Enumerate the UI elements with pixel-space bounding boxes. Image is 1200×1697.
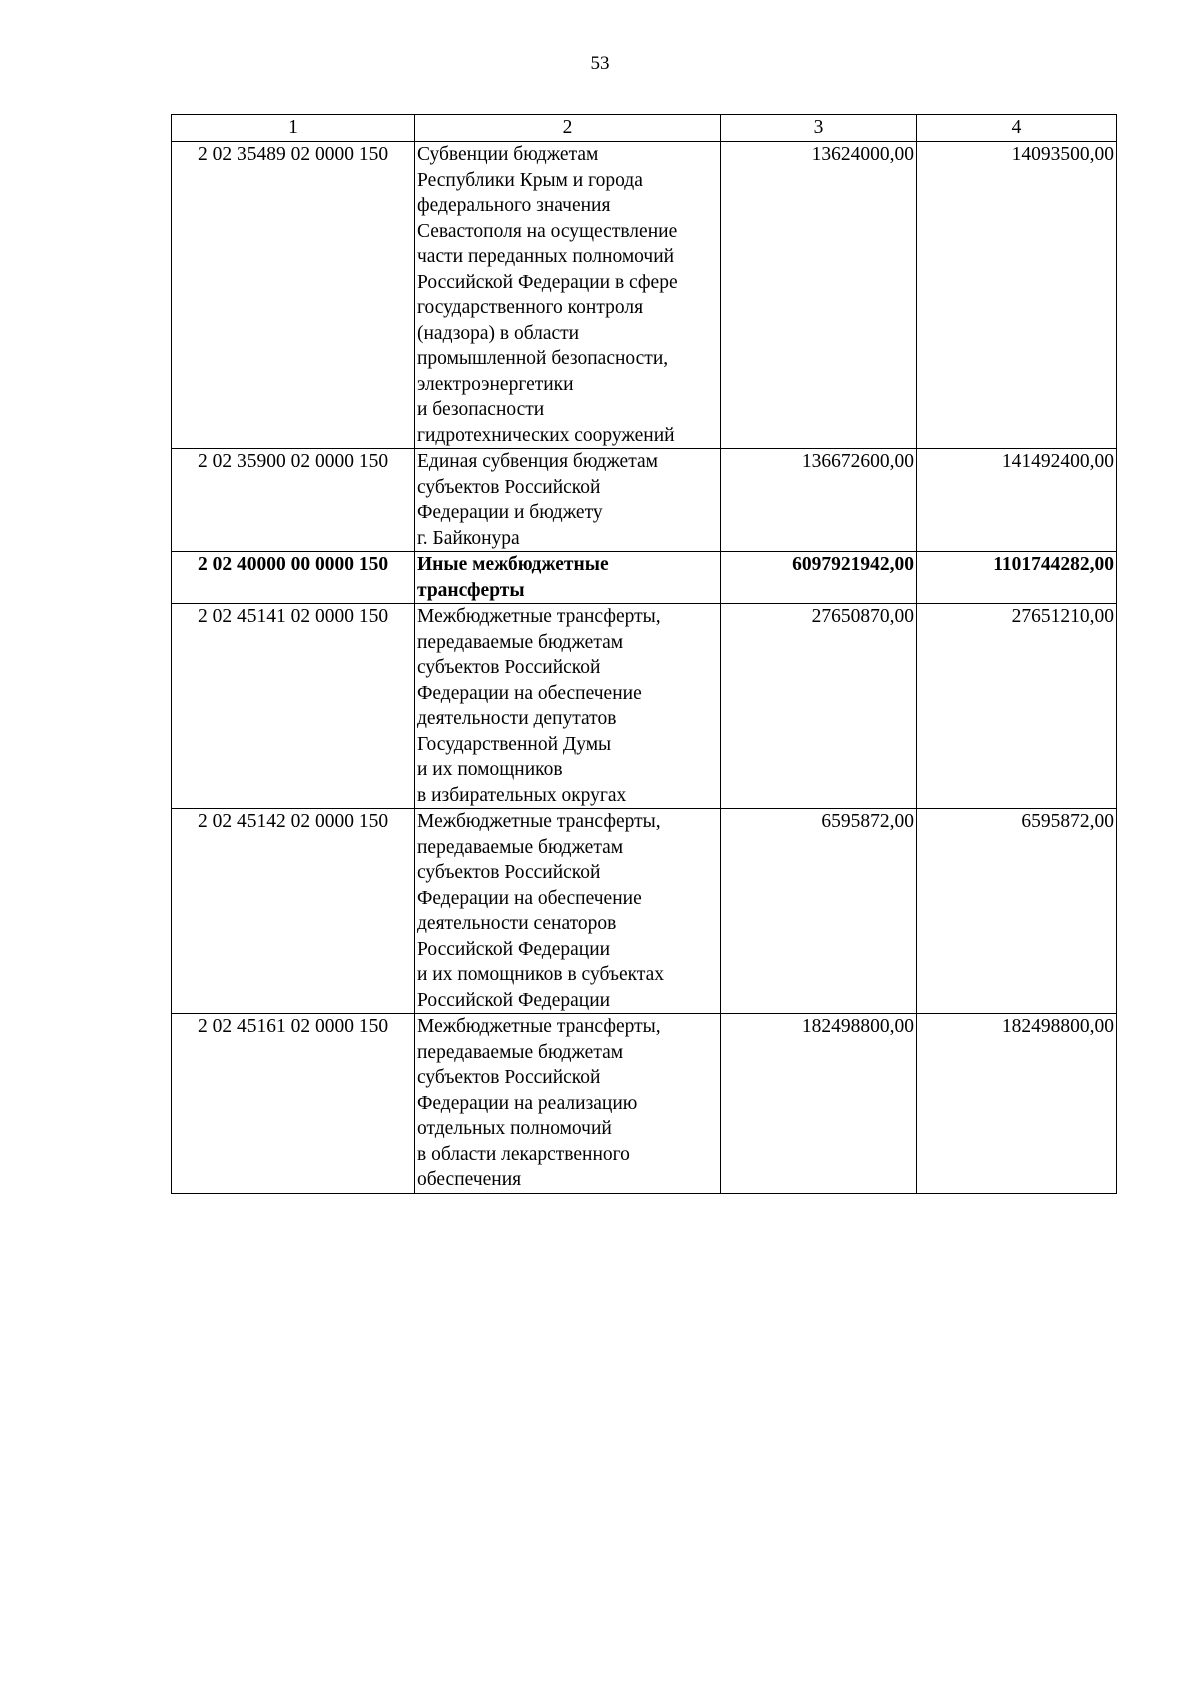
description-line: Севастополя на осуществление (417, 220, 678, 242)
description-line: передаваемые бюджетам (417, 1041, 624, 1063)
description-line: Федерации на реализацию (417, 1092, 638, 1114)
description-line: Иные межбюджетные (417, 554, 609, 575)
table-header-row (172, 115, 1117, 142)
description-cell (415, 449, 721, 552)
amount-col4-cell: 141492400,00 (917, 449, 1117, 552)
description-line: субъектов Российской (417, 476, 601, 498)
description-line: Российской Федерации (417, 938, 611, 960)
table-row (172, 604, 1117, 809)
description-line: трансферты (417, 579, 525, 601)
table-row (172, 552, 1117, 604)
description-line: Государственной Думы (417, 733, 612, 755)
page-number: 53 (590, 53, 610, 74)
description-line: части переданных полномочий (417, 246, 675, 267)
description-line: федерального значения (417, 195, 611, 216)
description-line: субъектов Российской (417, 657, 601, 678)
amount-col3-cell: 27650870,00 (721, 604, 917, 809)
table-body (172, 142, 1117, 1194)
amount-col4-cell: 27651210,00 (917, 604, 1117, 809)
description-line: обеспечения (417, 1169, 522, 1190)
description-line: Единая субвенция бюджетам (417, 451, 658, 472)
amount-col3-cell: 13624000,00 (721, 142, 917, 449)
description-cell (415, 552, 721, 604)
table-row (172, 809, 1117, 1014)
description-line: государственного контроля (417, 297, 644, 318)
description-line: Федерации на обеспечение (417, 887, 642, 909)
description-line: отдельных полномочий (417, 1118, 612, 1139)
amount-col3-cell: 182498800,00 (721, 1014, 917, 1194)
description-line: Межбюджетные трансферты, (417, 1016, 661, 1037)
amount-col3-cell: 6595872,00 (721, 809, 917, 1014)
column-header-1: 1 (172, 115, 415, 142)
description-line: г. Байконура (417, 527, 520, 549)
description-cell (415, 604, 721, 809)
description-line: Российской Федерации в сфере (417, 271, 678, 293)
description-cell (415, 142, 721, 449)
amount-col3-cell: 136672600,00 (721, 449, 917, 552)
description-line: Федерации на обеспечение (417, 682, 642, 704)
description-line: субъектов Российской (417, 862, 601, 883)
description-cell (415, 809, 721, 1014)
description-line: и безопасности (417, 399, 545, 420)
budget-code-cell: 2 02 45141 02 0000 150 (172, 604, 415, 809)
description-line: электроэнергетики (417, 373, 574, 395)
amount-col4-cell: 6595872,00 (917, 809, 1117, 1014)
description-line: и их помощников в субъектах (417, 964, 665, 985)
budget-code-cell: 2 02 40000 00 0000 150 (172, 552, 415, 604)
description-line: деятельности депутатов (417, 708, 617, 729)
budget-code-cell: 2 02 35489 02 0000 150 (172, 142, 415, 449)
description-line: Российской Федерации (417, 989, 611, 1011)
description-cell (415, 1014, 721, 1194)
description-line: передаваемые бюджетам (417, 631, 624, 653)
description-line: Республики Крым и города (417, 169, 643, 191)
description-line: промышленной безопасности, (417, 348, 669, 369)
table-row (172, 449, 1117, 552)
amount-col4-cell: 182498800,00 (917, 1014, 1117, 1194)
description-line: Федерации и бюджету (417, 502, 603, 523)
description-line: (надзора) в области (417, 322, 580, 344)
table-row (172, 1014, 1117, 1194)
column-header-4: 4 (917, 115, 1117, 142)
description-line: в избирательных округах (417, 784, 627, 806)
description-line: Субвенции бюджетам (417, 144, 599, 165)
amount-col4-cell: 14093500,00 (917, 142, 1117, 449)
budget-code-cell: 2 02 45161 02 0000 150 (172, 1014, 415, 1194)
budget-table (171, 114, 1117, 1194)
description-line: и их помощников (417, 759, 563, 780)
description-line: Межбюджетные трансферты, (417, 811, 661, 832)
column-header-3: 3 (721, 115, 917, 142)
budget-code-cell: 2 02 45142 02 0000 150 (172, 809, 415, 1014)
description-line: передаваемые бюджетам (417, 836, 624, 858)
description-line: в области лекарственного (417, 1143, 630, 1165)
budget-code-cell: 2 02 35900 02 0000 150 (172, 449, 415, 552)
amount-col4-cell: 1101744282,00 (917, 552, 1117, 604)
column-header-2: 2 (415, 115, 721, 142)
description-line: гидротехнических сооружений (417, 424, 675, 446)
description-line: деятельности сенаторов (417, 913, 617, 934)
table-row (172, 142, 1117, 449)
description-line: Межбюджетные трансферты, (417, 606, 661, 627)
description-line: субъектов Российской (417, 1067, 601, 1088)
amount-col3-cell: 6097921942,00 (721, 552, 917, 604)
